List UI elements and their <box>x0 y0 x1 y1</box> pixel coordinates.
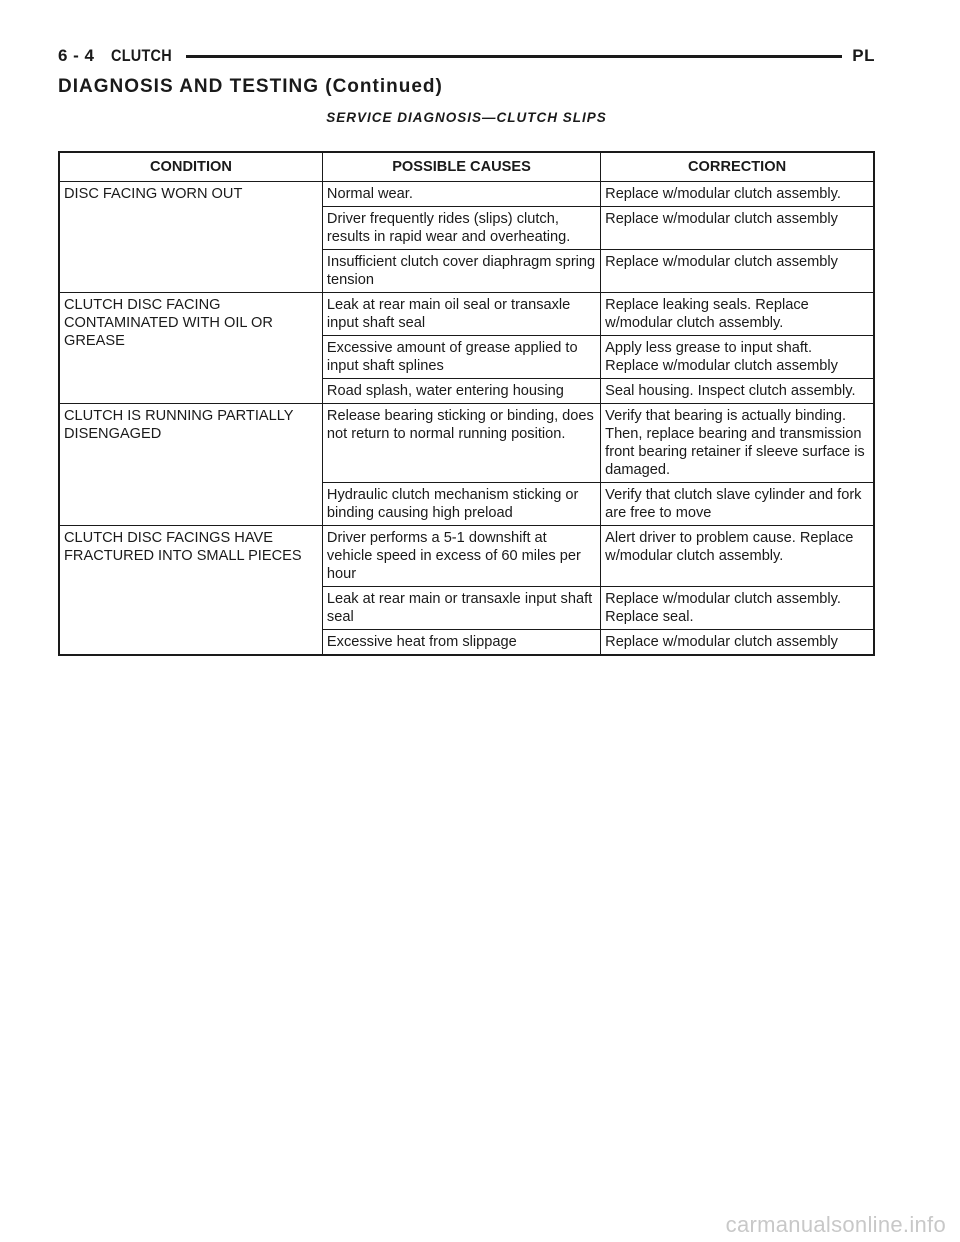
diagnosis-table <box>58 151 875 656</box>
chapter-name: CLUTCH <box>110 46 172 65</box>
cause-cell: Road splash, water entering housing <box>322 379 600 404</box>
table-row <box>59 526 874 587</box>
page-header <box>58 44 875 68</box>
table-row <box>59 404 874 483</box>
table-header-row <box>59 152 874 182</box>
condition-cell: CLUTCH DISC FACING CONTAMINATED WITH OIL OR GREASE <box>59 293 322 404</box>
correction-cell: Replace w/modular clutch assembly <box>601 630 874 656</box>
condition-cell: CLUTCH IS RUNNING PARTIALLY DISENGAGED <box>59 404 322 526</box>
table-row <box>59 182 874 207</box>
column-header-possible-causes: POSSIBLE CAUSES <box>322 152 600 182</box>
correction-cell: Seal housing. Inspect clutch assembly. <box>601 379 874 404</box>
table-row <box>59 293 874 336</box>
correction-cell: Replace w/modular clutch assembly <box>601 250 874 293</box>
correction-cell: Verify that bearing is actually binding. Then, replace bearing and transmission front bearing retainer if sleeve surface is damaged. <box>601 404 874 483</box>
model-code: PL <box>852 46 875 65</box>
correction-cell: Verify that clutch slave cylinder and fork are free to move <box>601 483 874 526</box>
cause-cell: Leak at rear main oil seal or transaxle input shaft seal <box>322 293 600 336</box>
cause-cell: Leak at rear main or transaxle input shaft seal <box>322 587 600 630</box>
cause-cell: Excessive heat from slippage <box>322 630 600 656</box>
column-header-correction: CORRECTION <box>601 152 874 182</box>
correction-cell: Apply less grease to input shaft. Replace w/modular clutch assembly <box>601 336 874 379</box>
cause-cell: Hydraulic clutch mechanism sticking or binding causing high preload <box>322 483 600 526</box>
cause-cell: Driver frequently rides (slips) clutch, results in rapid wear and overheating. <box>322 207 600 250</box>
correction-cell: Replace w/modular clutch assembly. Replace seal. <box>601 587 874 630</box>
cause-cell: Normal wear. <box>322 182 600 207</box>
cause-cell: Excessive amount of grease applied to input shaft splines <box>322 336 600 379</box>
cause-cell: Release bearing sticking or binding, does not return to normal running position. <box>322 404 600 483</box>
correction-cell: Replace w/modular clutch assembly <box>601 207 874 250</box>
condition-cell: DISC FACING WORN OUT <box>59 182 322 293</box>
correction-cell: Replace leaking seals. Replace w/modular clutch assembly. <box>601 293 874 336</box>
column-header-condition: CONDITION <box>59 152 322 182</box>
correction-cell: Alert driver to problem cause. Replace w/modular clutch assembly. <box>601 526 874 587</box>
header-rule <box>186 55 842 58</box>
watermark: carmanualsonline.info <box>725 1212 946 1237</box>
cause-cell: Insufficient clutch cover diaphragm spring tension <box>322 250 600 293</box>
cause-cell: Driver performs a 5-1 downshift at vehicle speed in excess of 60 miles per hour <box>322 526 600 587</box>
page-number: 6 - 4 <box>58 46 95 65</box>
condition-cell: CLUTCH DISC FACINGS HAVE FRACTURED INTO SMALL PIECES <box>59 526 322 656</box>
section-title: DIAGNOSIS AND TESTING (Continued) <box>58 76 443 97</box>
table-title: SERVICE DIAGNOSIS—CLUTCH SLIPS <box>326 110 607 125</box>
correction-cell: Replace w/modular clutch assembly. <box>601 182 874 207</box>
